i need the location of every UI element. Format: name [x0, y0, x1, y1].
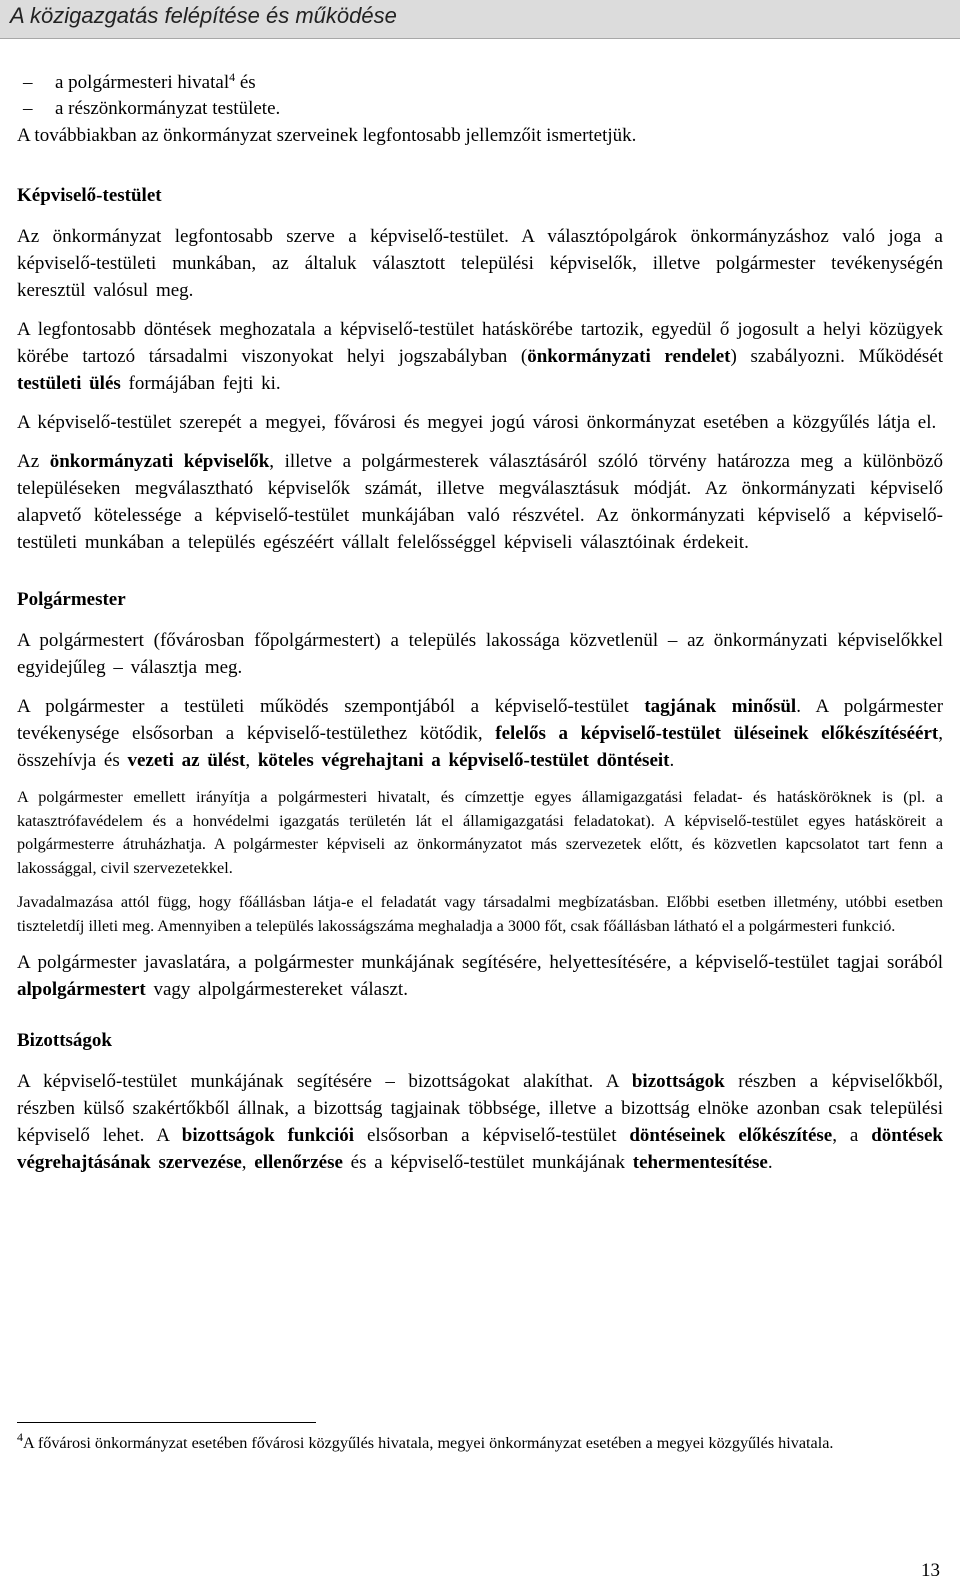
bold-term: bizottságok funkciói — [181, 1125, 355, 1146]
section-heading: Képviselő-testület — [17, 185, 162, 206]
text-run: . — [669, 750, 675, 771]
footnote-ref[interactable]: 4 — [229, 70, 236, 84]
text-run: és a képviselő-testület munkájának — [342, 1152, 633, 1173]
text-run: Az — [17, 451, 50, 472]
text-run: . — [767, 1152, 773, 1173]
text-run: formájában fejti ki. — [120, 373, 281, 394]
bold-term: tehermentesítése — [632, 1152, 768, 1173]
dash-marker: – — [23, 72, 33, 93]
text-run: A legfontosabb döntések meghozatala a képviselő-testület hatáskörébe tartozik, egyedül ő jogosult a helyi közügyek körébe tartozó társadalmi viszonyokat helyi jogszabályban ( — [17, 319, 943, 367]
footnote-separator — [17, 1422, 316, 1423]
list-item-text: a részönkormányzat testülete. — [55, 98, 281, 119]
bold-term: önkormányzati képviselők — [49, 451, 270, 472]
section-heading: Polgármester — [17, 589, 126, 610]
running-header-title: A közigazgatás felépítése és működése — [10, 3, 397, 28]
footnote — [17, 1430, 943, 1457]
bold-term: ellenőrzése — [254, 1152, 343, 1173]
list-item — [17, 70, 943, 96]
bold-term: testületi ülés — [17, 373, 121, 394]
text-run: , — [241, 1152, 255, 1173]
text-run: részben a képviselőkből, részben külső szakértőkből állnak, a bizottság tagjainak többsége, illetve a bizottság elnöke azonban csak települési képviselő lehet. A — [17, 1071, 943, 1146]
paragraph — [17, 1068, 943, 1176]
list-item-text: és — [235, 72, 256, 93]
page-number: 13 — [921, 1560, 940, 1581]
text-run: vagy alpolgármestereket választ. — [145, 979, 408, 1000]
paragraph — [17, 316, 943, 397]
footnote-marker: 4 — [17, 1430, 23, 1444]
text-run: A képviselő-testület munkájának segítésére – bizottságokat alakíthat. A — [17, 1071, 632, 1092]
text-run: , összehívja és — [17, 723, 944, 771]
bold-term: alpolgármestert — [17, 979, 146, 1000]
bold-term: önkormányzati rendelet — [527, 346, 731, 367]
text-run: , a — [832, 1125, 872, 1146]
text-run: elsősorban a képviselő-testület — [354, 1125, 630, 1146]
bold-term: vezeti az ülést — [127, 750, 246, 771]
running-header — [0, 0, 960, 39]
paragraph — [17, 448, 943, 556]
paragraph — [17, 949, 943, 1003]
section-heading: Bizottságok — [17, 1030, 112, 1051]
bold-term: tagjának minősül — [644, 696, 797, 717]
bold-term: köteles végrehajtani a képviselő-testület döntéseit — [257, 750, 670, 771]
bold-term: döntések végrehajtásának szervezése — [17, 1125, 943, 1173]
text-run: , — [245, 750, 258, 771]
text-run: A polgármester javaslatára, a polgármester munkájának segítésére, helyettesítésére, a képviselő-testület tagjai sorából — [17, 952, 943, 973]
list-item — [17, 96, 943, 122]
text-run: A polgármester a testületi működés szempontjából a képviselő-testület — [17, 696, 645, 717]
small-paragraph: Javadalmazása attól függ, hogy főállásban látja-e el feladatát vagy társadalmi megbízatásban. Előbbi esetben illetmény, utóbbi esetben tiszteletdíj illeti meg. Amennyiben a település lakosságszáma meghaladja a 3000 főt, csak főállásban látható el a polgármesteri funkció. — [17, 893, 943, 935]
bold-term: bizottságok — [631, 1071, 725, 1092]
text-run: . A polgármester tevékenysége elsősorban a képviselő-testülethez kötődik, — [17, 696, 944, 744]
paragraph: A képviselő-testület szerepét a megyei, fővárosi és megyei jogú városi önkormányzat esetében a közgyűlés látja el. — [17, 412, 937, 433]
text-run: , illetve a polgármesterek választásáról szóló törvény határozza meg a különböző településeken megválasztható képviselők számát, illetve megválasztásuk módját. Az önkormányzati képviselő alapvető kötelessége a képviselő-testület munkájában való részvétel. Az önkormányzati képviselő a képviselő-testületi munkában a település egészéért vállalt felelősséggel képviseli választóinak érdekeit. — [17, 451, 943, 553]
bold-term: felelős a képviselő-testület üléseinek előkészítéséért — [495, 723, 939, 744]
footnote-text: A fővárosi önkormányzat esetében fővárosi közgyűlés hivatala, megyei önkormányzat esetében a megyei közgyűlés hivatala. — [23, 1434, 834, 1452]
paragraph: Az önkormányzat legfontosabb szerve a képviselő-testület. A választópolgárok önkormányzáshoz való joga a képviselő-testületi munkában, az általuk választott települési képviselők, illetve polgármester tevékenységén keresztül valósul meg. — [17, 226, 943, 301]
page-body — [17, 70, 943, 1188]
small-paragraph: A polgármester emellett irányítja a polgármesteri hivatalt, és címzettje egyes államigazgatási feladat- és hatásköröknek is (pl. a katasztrófavédelem és a honvédelmi igazgatás területén lát el államigazgatási feladatokat). A képviselő-testület egyes hatásköreit a polgármesterre átruházhatja. A polgármester képviseli az önkormányzatot más szervezetek előtt, és közvetlen kapcsolatot tart fenn a lakossággal, civil szervezetekkel. — [17, 788, 943, 877]
intro-paragraph: A továbbiakban az önkormányzat szerveinek legfontosabb jellemzőit ismertetjük. — [17, 125, 637, 146]
list-item-text: a polgármesteri hivatal — [55, 72, 230, 93]
text-run: ) szabályozni. Működését — [730, 346, 943, 367]
paragraph — [17, 693, 943, 774]
dash-marker: – — [23, 98, 33, 119]
paragraph: A polgármestert (fővárosban főpolgármestert) a település lakossága közvetlenül – az önkormányzati képviselőkkel egyidejűleg – választja meg. — [17, 630, 943, 678]
bold-term: döntéseinek előkészítése — [629, 1125, 833, 1146]
